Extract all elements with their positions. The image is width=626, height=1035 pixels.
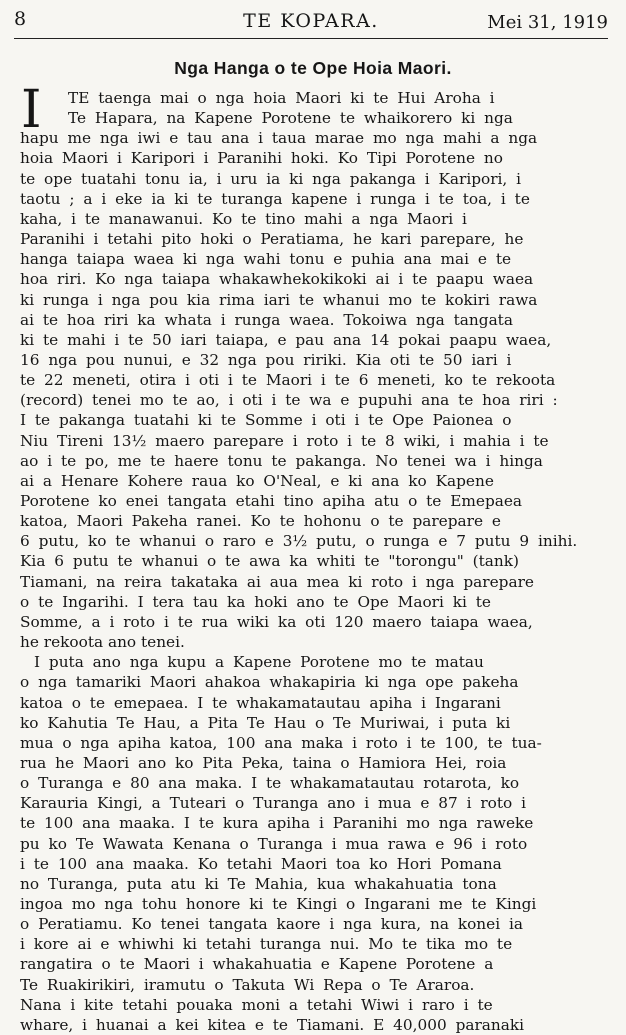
article-line: i kore ai e whiwhi ki tetahi turanga nui. Mo te tika mo te bbox=[20, 935, 513, 954]
page-number: 8 bbox=[14, 8, 27, 30]
article-line: I puta ano nga kupu a Kapene Porotene mo te matau bbox=[34, 653, 484, 672]
article-line: Te Ruakirikiri, iramutu o Takuta Wi Repa o Te Araroa. bbox=[20, 975, 475, 994]
article-line: ao i te po, me te haere tonu te pakanga. No tenei wa i hinga bbox=[20, 451, 543, 470]
article-line: ai a Henare Kohere raua ko O'Neal, e ki ana ko Kapene bbox=[20, 471, 494, 490]
article-line: he rekoota ano tenei. bbox=[20, 633, 185, 652]
article-line: Somme, a i roto i te rua wiki ka oti 120 maero taiapa waea, bbox=[20, 612, 533, 631]
article-line: hanga taiapa waea ki nga wahi tonu e puhia ana mai e te bbox=[20, 250, 512, 269]
article-line: Nana i kite tetahi pouaka moni a tetahi Wiwi i raro i te bbox=[20, 995, 493, 1014]
article-line: Porotene ko enei tangata etahi tino apiha atu o te Emepaea bbox=[20, 492, 523, 510]
article-line: ki te mahi i te 50 iari taiapa, e pau ana 14 pokai paapu waea, bbox=[20, 330, 552, 349]
article-line: pu ko Te Wawata Kenana o Turanga i mua rawa e 96 i roto bbox=[20, 834, 528, 853]
article-line: ingoa mo nga tohu honore ki te Kingi o Ingarani me te Kingi bbox=[20, 895, 537, 913]
article-line: Tiamani, na reira takataka ai aua mea ki roto i nga parepare bbox=[20, 572, 534, 591]
article-line: o Turanga e 80 ana maka. I te whakamatautau rotarota, ko bbox=[20, 774, 520, 793]
article-line: 6 putu, ko te whanui o raro e 3½ putu, o runga e 7 putu 9 inihi. bbox=[20, 532, 578, 551]
article-line: Karauria Kingi, a Tuteari o Turanga ano i mua e 87 i roto i bbox=[20, 794, 526, 813]
article-line: katoa o te emepaea. I te whakamatautau apiha i Ingarani bbox=[20, 693, 501, 712]
article-line: 16 nga pou nunui, e 32 nga pou ririki. Kia oti te 50 iari i bbox=[20, 350, 512, 369]
issue-date: Mei 31, 1919 bbox=[487, 12, 608, 33]
article-line: ai te hoa riri ka whata i runga waea. Tokoiwa nga tangata bbox=[20, 310, 513, 329]
article-title: Nga Hanga o te Ope Hoia Maori. bbox=[174, 58, 452, 78]
article-line: o te Ingarihi. I tera tau ka hoki ano te Ope Maori ki te bbox=[20, 592, 491, 611]
article-line: Niu Tireni 13½ maero parepare i roto i te 8 wiki, i mahia i te bbox=[20, 431, 549, 450]
article-line: te ope tuatahi tonu ia, i uru ia ki nga pakanga i Karipori, i bbox=[20, 169, 522, 188]
masthead: TE KOPARA. bbox=[243, 10, 379, 32]
article-line: no Turanga, puta atu ki Te Mahia, kua whakahuatia tona bbox=[20, 874, 497, 893]
article-line: mua o nga apiha katoa, 100 ana maka i roto i te 100, te tua- bbox=[20, 733, 542, 752]
article-line: Te Hapara, na Kapene Porotene te whaikorero ki nga bbox=[68, 109, 513, 128]
drop-cap: I bbox=[21, 80, 42, 140]
article-line: katoa, Maori Pakeha ranei. Ko te hohonu o te parepare e bbox=[20, 512, 501, 531]
article-line: hoa riri. Ko nga taiapa whakawhekokikoki ai i te paapu waea bbox=[20, 270, 534, 289]
article-line: ko Kahutia Te Hau, a Pita Te Hau o Te Muriwai, i puta ki bbox=[20, 713, 511, 732]
article-line: kaha, i te manawanui. Ko te tino mahi a nga Maori i bbox=[20, 209, 467, 228]
article-line: hoia Maori i Karipori i Paranihi hoki. Ko Tipi Porotene no bbox=[20, 149, 503, 168]
article-line: ki runga i nga pou kia rima iari te whanui mo te kokiri rawa bbox=[20, 290, 538, 309]
article-line: I te pakanga tuatahi ki te Somme i oti i te Ope Paionea o bbox=[20, 411, 512, 430]
article-line: rua he Maori ano ko Pita Peka, taina o Hamiora Hei, roia bbox=[20, 753, 507, 772]
article-line: o Peratiamu. Ko tenei tangata kaore i nga kura, na konei ia bbox=[20, 915, 523, 934]
article-line: hapu me nga iwi e tau ana i taua marae mo nga mahi a nga bbox=[20, 129, 538, 148]
article-line: (record) tenei mo te ao, i oti i te wa e pupuhi ana te hoa riri : bbox=[20, 391, 558, 410]
article-line: whare, i huanai a kei kitea e te Tiamani. E 40,000 paranaki bbox=[20, 1015, 525, 1034]
article-line: taotu ; a i eke ia ki te turanga kapene i runga i te toa, i te bbox=[20, 189, 530, 208]
article-line: te 100 ana maaka. I te kura apiha i Paranihi mo nga raweke bbox=[20, 814, 534, 833]
article-line: i te 100 ana maaka. Ko tetahi Maori toa ko Hori Pomana bbox=[20, 854, 502, 873]
article-line: rangatira o te Maori i whakahuatia e Kapene Porotene a bbox=[20, 955, 494, 974]
page-header bbox=[14, 6, 608, 39]
article-line: te 22 meneti, otira i oti i te Maori i te 6 meneti, ko te rekoota bbox=[20, 371, 556, 390]
article-line: Paranihi i tetahi pito hoki o Peratiama, he kari parepare, he bbox=[20, 230, 524, 249]
article-line: TE taenga mai o nga hoia Maori ki te Hui Aroha i bbox=[68, 89, 495, 107]
article-line: o nga tamariki Maori ahakoa whakapiria ki nga ope pakeha bbox=[20, 673, 519, 692]
article-line: Kia 6 putu te whanui o te awa ka whiti te "torongu" (tank) bbox=[20, 552, 520, 571]
